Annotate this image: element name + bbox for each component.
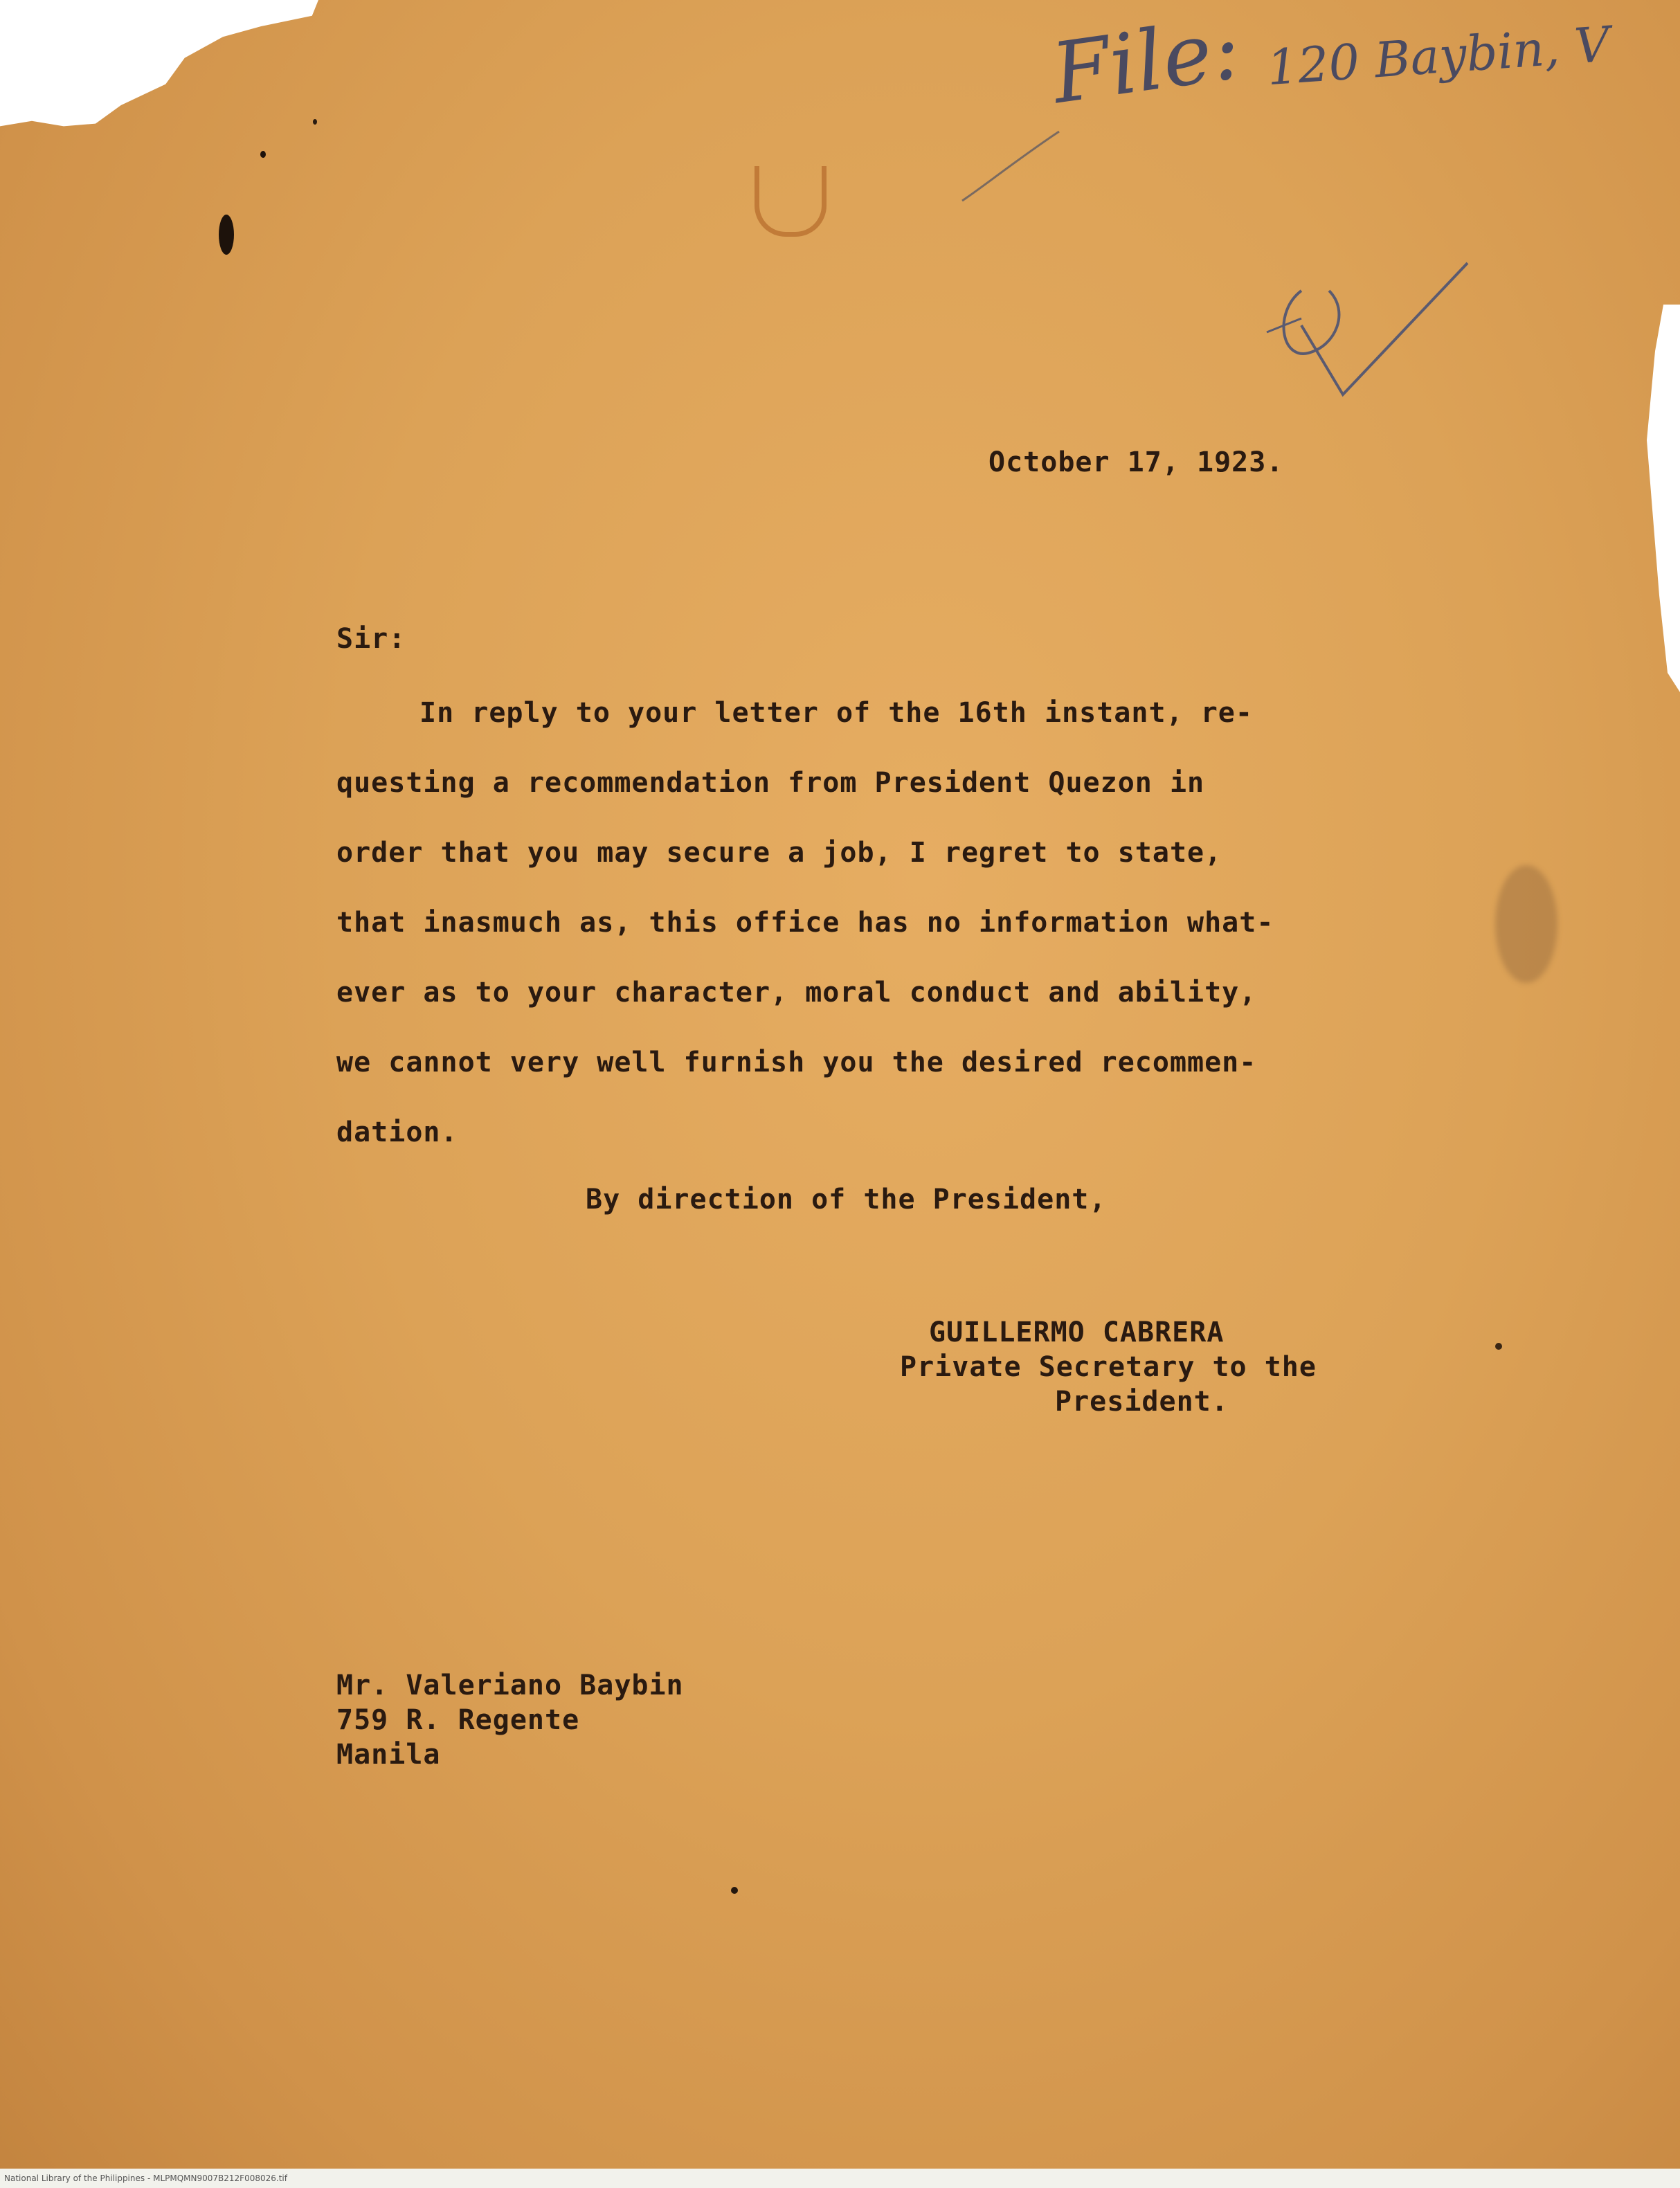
closing-line: By direction of the President,	[586, 1184, 1107, 1215]
body-line: we cannot very well furnish you the desired recommen-	[336, 1047, 1257, 1078]
ink-spot	[313, 119, 317, 125]
signatory-title: Private Secretary to the	[900, 1351, 1317, 1383]
letter-date: October 17, 1923.	[988, 446, 1284, 478]
ink-spot	[1495, 1343, 1502, 1350]
scan-footer: National Library of the Philippines - MLPMQMN9007B212F008026.tif	[0, 2169, 1680, 2188]
salutation: Sir:	[336, 623, 406, 655]
ink-spot	[731, 1887, 738, 1894]
ink-blot	[219, 215, 234, 255]
body-line: questing a recommendation from President Quezon in	[336, 767, 1205, 799]
body-line: order that you may secure a job, I regret to state,	[336, 837, 1222, 869]
handwritten-file-reference: 120 Baybin, V	[1265, 15, 1612, 97]
body-line: ever as to your character, moral conduct and ability,	[336, 977, 1257, 1009]
torn-corner	[0, 0, 318, 263]
recipient-street: 759 R. Regente	[336, 1704, 580, 1736]
stamp-mark	[755, 166, 827, 237]
ink-spot	[260, 151, 266, 158]
recipient-name: Mr. Valeriano Baybin	[336, 1670, 684, 1701]
pencil-stroke-icon	[955, 125, 1066, 208]
smudge	[1495, 865, 1557, 983]
letter-body	[336, 692, 1274, 1182]
pencil-check-mark-icon	[1260, 249, 1481, 457]
recipient-address	[336, 1668, 684, 1772]
signatory-name: GUILLERMO CABRERA	[929, 1317, 1225, 1348]
body-line: In reply to your letter of the 16th instant, re-	[419, 697, 1253, 729]
signature-block	[900, 1315, 1317, 1419]
recipient-city: Manila	[336, 1739, 441, 1771]
signatory-title: President.	[1055, 1386, 1229, 1418]
body-line: that inasmuch as, this office has no information what-	[336, 907, 1274, 939]
handwritten-file-note: File:	[1046, 1, 1246, 123]
torn-right-edge	[1638, 305, 1680, 692]
body-line: dation.	[336, 1116, 458, 1148]
